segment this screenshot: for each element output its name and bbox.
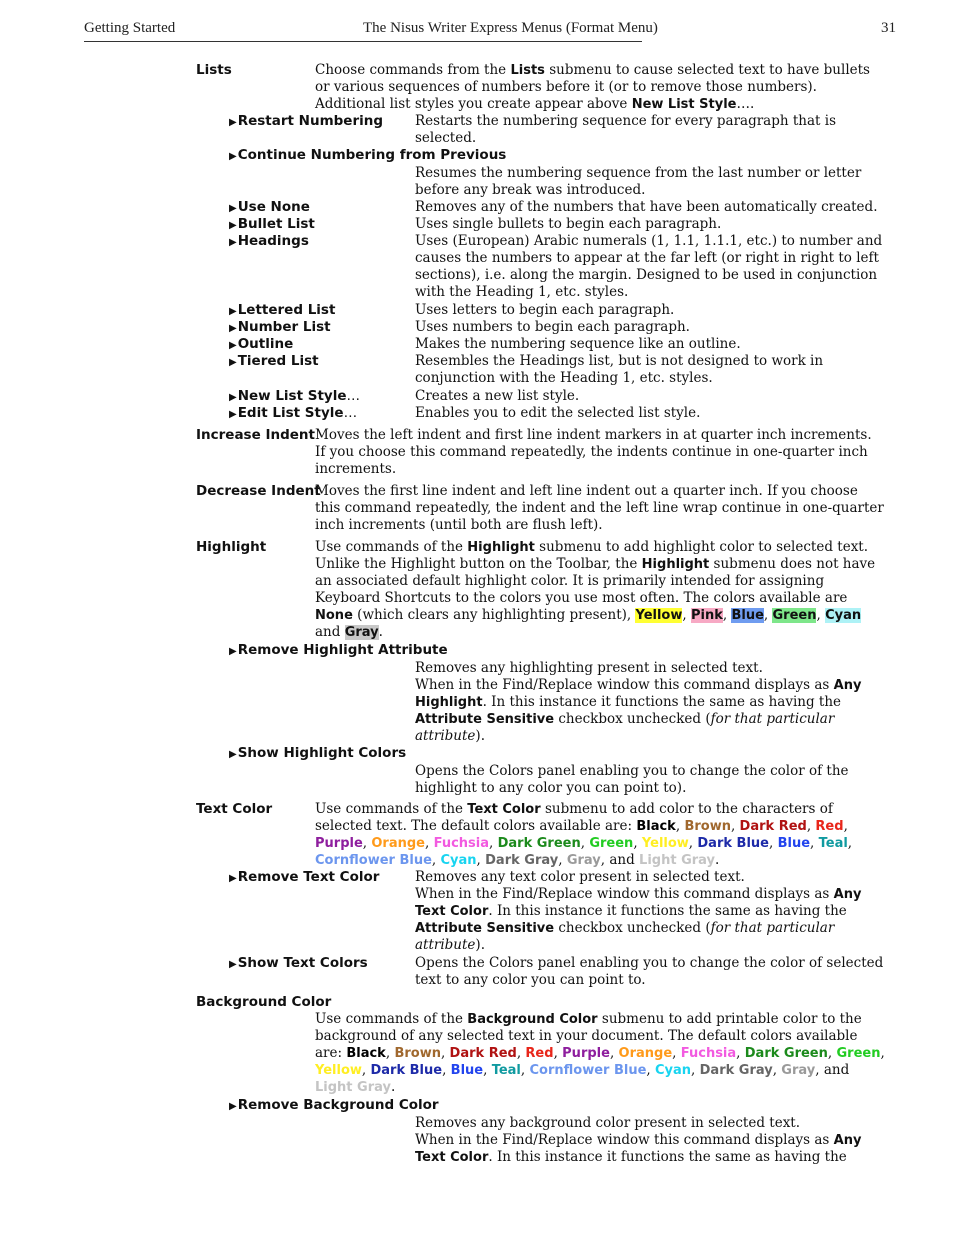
desc-text: and	[315, 624, 341, 640]
desc-text: . In this instance it functions the same as having the	[488, 1149, 847, 1165]
desc-text: ).	[475, 728, 485, 744]
term-text-color: Text Color	[196, 801, 273, 817]
submenu-triangle-icon: ▶	[229, 646, 237, 657]
sub-desc: Uses (European) Arabic numerals (1, 1.1, 1.1.1, etc.) to number and causes the numbers to appear at the far left (or right in right to left sections), i.e. along the margin. Designed to be used in conjunction with the Heading 1, etc. styles.	[415, 233, 883, 300]
submenu-triangle-icon: ▶	[229, 340, 237, 351]
sub-label	[229, 353, 319, 369]
desc-highlight: Use commands of the Highlight submenu to add highlight color to selected text. Unlike the Highlight button on the Toolbar, the Highlight submenu does not have an associated default highlight color. It is primarily intended for assigning Keyboard Shortcuts to the colors you use most often. The colors available are None (which clears any highlighting present), Yellow, Pink, Blue, Green, Cyan and Gray.	[315, 539, 876, 640]
sub-label-text: Remove Highlight Attribute	[237, 642, 448, 658]
desc-increase-indent: Moves the left indent and first line indent markers in at quarter inch increments. If you choose this command repeatedly, the indents continue in one-quarter inch increments.	[315, 427, 872, 477]
desc-bold: Highlight	[467, 540, 535, 555]
desc-text: Removes any background color present in selected text.	[415, 1115, 801, 1131]
sub-label-text: Bullet List	[237, 216, 315, 232]
color-name-teal: Teal	[818, 836, 848, 851]
desc-text: submenu to add highlight color to selected text. Unlike the Highlight button on the Toolbar, the	[315, 539, 869, 572]
color-name-blue: Blue	[777, 836, 811, 851]
submenu-triangle-icon: ▶	[229, 237, 237, 248]
color-name-black: Black	[636, 819, 676, 834]
desc-text: ).	[475, 937, 485, 953]
sub-label-text: Tiered List	[237, 353, 319, 369]
desc-bold: Any Text Color	[415, 1133, 862, 1165]
ellipsis: …	[343, 405, 358, 421]
sub-desc	[415, 869, 885, 954]
sub-label-text: Edit List Style	[237, 405, 344, 421]
color-name-dark-green: Dark Green	[497, 836, 581, 851]
sub-label	[229, 1097, 439, 1113]
desc-text: Removes any text color present in selected text.	[415, 869, 745, 885]
submenu-triangle-icon: ▶	[229, 873, 237, 884]
sub-label	[229, 336, 293, 352]
page-header	[84, 20, 896, 42]
submenu-triangle-icon: ▶	[229, 203, 237, 214]
color-name-brown: Brown	[394, 1046, 441, 1061]
sub-label-text: New List Style	[237, 388, 347, 404]
header-chapter-title: The Nisus Writer Express Menus (Format Menu)	[363, 20, 658, 36]
color-name-cornflower-blue: Cornflower Blue	[315, 853, 432, 868]
color-name-gray: Gray	[566, 853, 601, 868]
desc-bold: New List Style	[631, 97, 737, 112]
color-name-black: Black	[346, 1046, 386, 1061]
sub-desc	[415, 660, 885, 745]
desc-bold: Any Highlight	[415, 678, 862, 710]
sub-label	[229, 233, 309, 249]
color-name-orange: Orange	[618, 1046, 673, 1061]
desc-text: checkbox unchecked (	[554, 711, 711, 727]
desc-text: (which clears any highlighting present),	[352, 607, 636, 623]
desc-text: . In this instance it functions the same as having the	[482, 694, 842, 710]
color-name-blue: Blue	[450, 1063, 484, 1078]
sub-label	[229, 388, 360, 404]
color-name-yellow: Yellow	[641, 836, 689, 851]
color-name-cyan: Cyan	[654, 1063, 692, 1078]
header-rule	[84, 41, 642, 42]
sub-desc: Uses letters to begin each paragraph.	[415, 302, 675, 318]
color-name-light-gray: Light Gray	[315, 1080, 391, 1095]
sub-desc: Resembles the Headings list, but is not designed to work in conjunction with the Heading 1, etc. styles.	[415, 353, 824, 386]
sub-label	[229, 745, 406, 761]
sub-desc: Makes the numbering sequence like an outline.	[415, 336, 741, 352]
desc-text: and	[823, 1062, 850, 1078]
highlight-swatch-gray: Gray	[344, 625, 379, 640]
desc-bold: Background Color	[467, 1012, 598, 1027]
sub-label-text: Remove Text Color	[237, 869, 380, 885]
color-name-fuchsia: Fuchsia	[433, 836, 490, 851]
sub-label-text: Remove Background Color	[237, 1097, 439, 1113]
desc-text: and	[609, 852, 635, 868]
desc-bold: Text Color	[467, 802, 541, 817]
desc-find-replace	[415, 1132, 885, 1166]
desc-italic: for that particular attribute	[415, 920, 835, 953]
desc-lists	[315, 62, 885, 113]
sub-label	[229, 113, 383, 129]
desc-bold: Attribute Sensitive	[415, 921, 555, 936]
desc-find-replace	[415, 886, 885, 954]
color-name-green: Green	[836, 1046, 881, 1061]
sub-label-text: Show Highlight Colors	[237, 745, 407, 761]
highlight-swatch-green: Green	[772, 608, 817, 623]
color-name-green: Green	[589, 836, 634, 851]
color-name-teal: Teal	[491, 1063, 521, 1078]
color-name-red: Red	[525, 1046, 554, 1061]
color-name-fuchsia: Fuchsia	[680, 1046, 737, 1061]
term-increase-indent: Increase Indent	[196, 427, 315, 443]
submenu-triangle-icon: ▶	[229, 959, 237, 970]
color-name-dark-gray: Dark Gray	[485, 853, 559, 868]
ellipsis: …	[346, 388, 361, 404]
color-name-purple: Purple	[562, 1046, 610, 1061]
submenu-triangle-icon: ▶	[229, 357, 237, 368]
desc-text: submenu to add printable color to the background of any selected text in your document. The default colors available are:	[315, 1011, 862, 1061]
term-decrease-indent: Decrease Indent	[196, 483, 321, 499]
desc-text: submenu to add color to the characters of selected text. The default colors available are:	[315, 801, 833, 834]
sub-desc: Opens the Colors panel enabling you to change the color of selected text to any color you can point to.	[415, 955, 884, 988]
desc-text: Use commands of the	[315, 1011, 468, 1027]
desc-bold: Attribute Sensitive	[415, 712, 555, 727]
submenu-triangle-icon: ▶	[229, 323, 237, 334]
submenu-triangle-icon: ▶	[229, 306, 237, 317]
sub-desc: Creates a new list style.	[415, 388, 580, 404]
highlight-swatch-yellow: Yellow	[635, 608, 683, 623]
color-name-dark-red: Dark Red	[739, 819, 807, 834]
highlight-swatch-pink: Pink	[690, 608, 723, 623]
sub-desc: Uses numbers to begin each paragraph.	[415, 319, 690, 335]
color-name-dark-red: Dark Red	[449, 1046, 517, 1061]
sub-label	[229, 147, 506, 163]
color-name-gray: Gray	[781, 1063, 816, 1078]
highlight-swatch-cyan: Cyan	[825, 608, 862, 623]
submenu-triangle-icon: ▶	[229, 151, 237, 162]
highlight-swatch-blue: Blue	[731, 608, 764, 623]
header-section-title: Getting Started	[84, 20, 176, 36]
desc-text: submenu to cause selected text to have bullets or various sequences of numbers before it (or to remove those numbers). Additional list styles you create appear above	[315, 62, 870, 112]
highlight-none-label: None	[315, 608, 353, 623]
sub-desc: Uses single bullets to begin each paragraph.	[415, 216, 722, 232]
submenu-triangle-icon: ▶	[229, 409, 237, 420]
sub-desc: Removes any of the numbers that have been automatically created.	[415, 199, 878, 215]
color-name-dark-blue: Dark Blue	[370, 1063, 443, 1078]
color-name-dark-green: Dark Green	[744, 1046, 828, 1061]
desc-text-color: Use commands of the Text Color submenu to add color to the characters of selected text. The default colors available are: Black, Brown, Dark Red, Red, Purple, Orange, Fuchsia, Dark Green, Green, Yellow, Dark Blue, Blue, Teal, Cornflower Blue, Cyan, Dark Gray, Gray, and Light Gray.	[315, 801, 853, 868]
sub-label-text: Restart Numbering	[237, 113, 384, 129]
sub-label	[229, 405, 357, 421]
desc-italic: for that particular attribute	[415, 711, 835, 744]
term-highlight: Highlight	[196, 539, 267, 555]
color-name-light-gray: Light Gray	[639, 853, 715, 868]
sub-label	[229, 869, 379, 885]
color-name-yellow: Yellow	[315, 1063, 362, 1078]
sub-desc	[415, 1115, 885, 1166]
color-name-purple: Purple	[315, 836, 363, 851]
color-name-dark-gray: Dark Gray	[699, 1063, 773, 1078]
desc-text: Use commands of the	[315, 801, 468, 817]
desc-text: When in the Find/Replace window this command displays as	[415, 886, 834, 902]
desc-find-replace	[415, 677, 885, 745]
desc-text: Choose commands from the	[315, 62, 511, 78]
term-background-color: Background Color	[196, 994, 332, 1010]
desc-background-color: Use commands of the Background Color submenu to add printable color to the background of any selected text in your document. The default colors available are: Black, Brown, Dark Red, Red, Purple, Orange, Fuchsia, Dark Green, Green, Yellow, Dark Blue, Blue, Teal, Cornflower Blue, Cyan, Dark Gray, Gray, and Light Gray.	[315, 1011, 885, 1095]
color-name-dark-blue: Dark Blue	[697, 836, 769, 851]
desc-bold: Lists	[510, 63, 545, 78]
submenu-triangle-icon: ▶	[229, 392, 237, 403]
sub-desc: Restarts the numbering sequence for every paragraph that is selected.	[415, 113, 836, 146]
sub-label-text: Continue Numbering from Previous	[237, 147, 507, 163]
desc-text: Use commands of the	[315, 539, 468, 555]
desc-text: checkbox unchecked (	[554, 920, 711, 936]
desc-text: submenu does not have an associated default highlight color. It is primarily intended for assigning Keyboard Shortcuts to the colors you use most often. The colors available are	[315, 556, 876, 606]
sub-label	[229, 302, 335, 318]
desc-bold: Highlight	[641, 557, 710, 572]
sub-label	[229, 642, 448, 658]
desc-text: ….	[736, 96, 755, 112]
sub-label	[229, 216, 315, 232]
sub-label-text: Show Text Colors	[237, 955, 368, 971]
sub-desc: Resumes the numbering sequence from the last number or letter before any break was introduced.	[415, 165, 862, 198]
sub-label-text: Lettered List	[237, 302, 336, 318]
sub-label	[229, 955, 368, 971]
sub-label-text: Use None	[237, 199, 310, 215]
page-number: 31	[881, 20, 896, 36]
desc-text: When in the Find/Replace window this command displays as	[415, 677, 834, 693]
desc-text: Removes any highlighting present in selected text.	[415, 660, 763, 676]
color-name-red: Red	[815, 819, 844, 834]
sub-label-text: Outline	[237, 336, 294, 352]
submenu-triangle-icon: ▶	[229, 749, 237, 760]
sub-label	[229, 319, 331, 335]
color-name-orange: Orange	[371, 836, 425, 851]
submenu-triangle-icon: ▶	[229, 117, 237, 128]
desc-text: . In this instance it functions the same as having the	[488, 903, 847, 919]
sub-label-text: Number List	[237, 319, 331, 335]
color-name-cornflower-blue: Cornflower Blue	[529, 1063, 647, 1078]
desc-text: When in the Find/Replace window this command displays as	[415, 1132, 834, 1148]
submenu-triangle-icon: ▶	[229, 220, 237, 231]
sub-label	[229, 199, 310, 215]
desc-decrease-indent: Moves the first line indent and left line indent out a quarter inch. If you choose this command repeatedly, the indent and the left line wrap continue in one-quarter inch increments (until both are flush left).	[315, 483, 884, 533]
submenu-triangle-icon: ▶	[229, 1101, 237, 1112]
sub-desc: Enables you to edit the selected list style.	[415, 405, 701, 421]
sub-label-text: Headings	[237, 233, 309, 249]
term-lists: Lists	[196, 62, 232, 78]
color-name-cyan: Cyan	[440, 853, 477, 868]
color-name-brown: Brown	[684, 819, 731, 834]
sub-desc: Opens the Colors panel enabling you to change the color of the highlight to any color you can point to).	[415, 763, 849, 796]
desc-bold: Any Text Color	[415, 887, 862, 919]
